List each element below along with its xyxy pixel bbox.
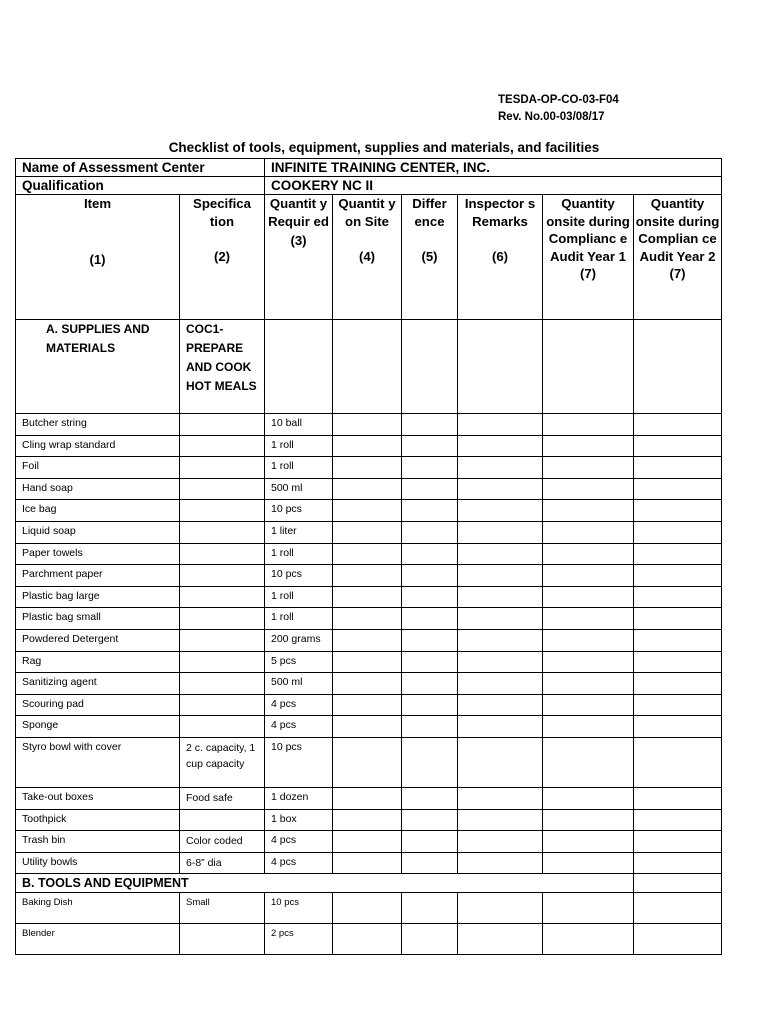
cell-spec: [180, 694, 265, 716]
cell-qty: 4 pcs: [265, 831, 333, 853]
cell-spec: [180, 435, 265, 457]
cell-empty: [634, 787, 722, 809]
cell-empty: [333, 893, 402, 924]
cell-empty: [543, 608, 634, 630]
table-row: [16, 521, 722, 543]
cell-qty: 10 ball: [265, 414, 333, 436]
cell-qty: 1 liter: [265, 521, 333, 543]
cell-empty: [333, 852, 402, 874]
cell-empty: [458, 893, 543, 924]
cell-qty: 500 ml: [265, 478, 333, 500]
cell-empty: [333, 716, 402, 738]
cell-empty: [402, 478, 458, 500]
cell-item: Blender: [16, 924, 180, 955]
table-row: [16, 586, 722, 608]
cell-empty: [402, 543, 458, 565]
table-row: [16, 651, 722, 673]
cell-empty: [543, 543, 634, 565]
cell-empty: [634, 893, 722, 924]
info-value: INFINITE TRAINING CENTER, INC.: [265, 159, 722, 177]
column-header: [634, 195, 722, 320]
table-row: [16, 500, 722, 522]
table-row: [16, 565, 722, 587]
column-header: [543, 195, 634, 320]
cell-empty: [402, 694, 458, 716]
cell-spec: 6-8” dia: [180, 852, 265, 874]
cell-empty: [543, 924, 634, 955]
cell-spec: [180, 673, 265, 695]
cell-empty: [458, 565, 543, 587]
cell-empty: [458, 629, 543, 651]
cell-empty: [634, 716, 722, 738]
section-a-row: [16, 320, 722, 414]
cell-empty: [634, 694, 722, 716]
table-row: [16, 694, 722, 716]
section-a-spec: COC1- PREPARE AND COOK HOT MEALS: [180, 320, 265, 414]
cell-empty: [458, 608, 543, 630]
cell-spec: [180, 924, 265, 955]
cell-empty: [402, 608, 458, 630]
info-value: COOKERY NC II: [265, 177, 722, 195]
cell-spec: [180, 651, 265, 673]
cell-qty: 4 pcs: [265, 694, 333, 716]
cell-qty: 10 pcs: [265, 737, 333, 787]
document-code: TESDA-OP-CO-03-F04: [498, 94, 619, 106]
cell-spec: 2 c. capacity, 1 cup capacity: [180, 737, 265, 787]
cell-spec: Color coded: [180, 831, 265, 853]
column-header-number: (6): [491, 249, 509, 264]
cell-empty: [402, 787, 458, 809]
cell-empty: [458, 809, 543, 831]
table-row: [16, 478, 722, 500]
cell-qty: 1 roll: [265, 435, 333, 457]
cell-item: Butcher string: [16, 414, 180, 436]
cell-empty: [634, 500, 722, 522]
cell-empty: [458, 716, 543, 738]
document-reference: [498, 92, 619, 126]
cell-item: Rag: [16, 651, 180, 673]
column-header: [402, 195, 458, 320]
cell-spec: [180, 565, 265, 587]
cell-spec: [180, 586, 265, 608]
cell-empty: [458, 831, 543, 853]
cell-empty: [543, 852, 634, 874]
cell-item: Sanitizing agent: [16, 673, 180, 695]
cell-empty: [402, 924, 458, 955]
section-b-row: [16, 874, 722, 893]
cell-empty: [543, 787, 634, 809]
cell-item: Foil: [16, 457, 180, 479]
cell-empty: [634, 737, 722, 787]
cell-empty: [543, 521, 634, 543]
cell-empty: [333, 673, 402, 695]
table-row: [16, 809, 722, 831]
document-revision: Rev. No.00-03/08/17: [498, 111, 605, 123]
cell-empty: [543, 673, 634, 695]
cell-empty: [402, 457, 458, 479]
cell-empty: [543, 435, 634, 457]
cell-empty: [333, 565, 402, 587]
info-label: Name of Assessment Center: [16, 159, 265, 177]
column-header-label: Inspector s Remarks: [464, 196, 536, 229]
table-row: [16, 435, 722, 457]
cell-qty: 2 pcs: [265, 924, 333, 955]
column-header-row: [16, 195, 722, 320]
cell-empty: [402, 809, 458, 831]
cell-empty: [634, 457, 722, 479]
cell-empty: [458, 586, 543, 608]
cell-empty: [543, 586, 634, 608]
column-header-number: (7): [579, 266, 597, 281]
cell-empty: [634, 543, 722, 565]
cell-spec: Small: [180, 893, 265, 924]
cell-empty: [333, 478, 402, 500]
cell-empty: [634, 586, 722, 608]
cell-empty: [543, 478, 634, 500]
cell-empty: [543, 694, 634, 716]
cell-empty: [458, 651, 543, 673]
cell-empty: [333, 543, 402, 565]
cell-empty: [543, 716, 634, 738]
column-header: [265, 195, 333, 320]
cell-empty: [634, 521, 722, 543]
cell-empty: [634, 809, 722, 831]
table-row: [16, 673, 722, 695]
column-header-label: Quantit y on Site: [338, 196, 396, 229]
column-header: [16, 195, 180, 320]
cell-qty: 1 box: [265, 809, 333, 831]
column-header-number: (2): [213, 249, 231, 264]
cell-spec: [180, 608, 265, 630]
cell-empty: [333, 809, 402, 831]
column-header-label: Specifica tion: [193, 196, 251, 229]
cell-qty: 1 roll: [265, 608, 333, 630]
column-header: [458, 195, 543, 320]
cell-empty: [333, 737, 402, 787]
cell-empty: [402, 586, 458, 608]
cell-item: Scouring pad: [16, 694, 180, 716]
cell-empty: [402, 565, 458, 587]
cell-qty: 10 pcs: [265, 500, 333, 522]
cell-spec: [180, 716, 265, 738]
info-row-center: [16, 159, 722, 177]
cell-empty: [634, 435, 722, 457]
cell-qty: 500 ml: [265, 673, 333, 695]
cell-empty: [333, 414, 402, 436]
cell-qty: 1 roll: [265, 586, 333, 608]
cell-spec: [180, 478, 265, 500]
cell-empty: [402, 629, 458, 651]
cell-empty: [333, 608, 402, 630]
cell-empty: [333, 457, 402, 479]
cell-empty: [402, 521, 458, 543]
cell-empty: [543, 893, 634, 924]
cell-empty: [458, 521, 543, 543]
column-header-number: (7): [669, 266, 686, 281]
cell-spec: [180, 629, 265, 651]
cell-qty: 1 roll: [265, 457, 333, 479]
cell-empty: [543, 737, 634, 787]
cell-empty: [634, 673, 722, 695]
cell-empty: [458, 737, 543, 787]
cell-empty: [402, 852, 458, 874]
cell-empty: [402, 831, 458, 853]
cell-item: Paper towels: [16, 543, 180, 565]
cell-item: Plastic bag small: [16, 608, 180, 630]
page-title: Checklist of tools, equipment, supplies and materials, and facilities: [168, 140, 600, 155]
cell-empty: [402, 673, 458, 695]
table-row: [16, 924, 722, 955]
cell-qty: 200 grams: [265, 629, 333, 651]
table-row: [16, 893, 722, 924]
cell-spec: [180, 414, 265, 436]
cell-empty: [543, 629, 634, 651]
cell-item: Trash bin: [16, 831, 180, 853]
cell-empty: [634, 565, 722, 587]
cell-item: Styro bowl with cover: [16, 737, 180, 787]
cell-empty: [543, 831, 634, 853]
cell-empty: [402, 737, 458, 787]
column-header-label: Item: [83, 196, 112, 211]
cell-item: Liquid soap: [16, 521, 180, 543]
column-header: [333, 195, 402, 320]
column-header: [180, 195, 265, 320]
cell-empty: [458, 457, 543, 479]
cell-qty: 4 pcs: [265, 716, 333, 738]
cell-empty: [333, 924, 402, 955]
cell-spec: Food safe: [180, 787, 265, 809]
cell-item: Hand soap: [16, 478, 180, 500]
table-row: [16, 457, 722, 479]
column-header-label: Quantit y Requir ed: [268, 196, 329, 229]
cell-item: Take-out boxes: [16, 787, 180, 809]
table-row: [16, 543, 722, 565]
cell-empty: [333, 694, 402, 716]
cell-item: Utility bowls: [16, 852, 180, 874]
cell-empty: [634, 608, 722, 630]
cell-item: Sponge: [16, 716, 180, 738]
checklist-table: [15, 158, 722, 955]
cell-empty: [634, 831, 722, 853]
column-header-label: Quantity onsite during Complianc e Audit Year 1: [546, 196, 630, 264]
table-row: [16, 737, 722, 787]
cell-empty: [402, 435, 458, 457]
cell-empty: [634, 924, 722, 955]
cell-qty: 1 dozen: [265, 787, 333, 809]
cell-empty: [543, 651, 634, 673]
table-row: [16, 629, 722, 651]
cell-item: Powdered Detergent: [16, 629, 180, 651]
cell-item: Plastic bag large: [16, 586, 180, 608]
cell-empty: [402, 893, 458, 924]
cell-spec: [180, 457, 265, 479]
cell-empty: [458, 478, 543, 500]
cell-empty: [543, 565, 634, 587]
table-row: [16, 414, 722, 436]
column-header-number: (4): [358, 249, 376, 264]
cell-empty: [402, 651, 458, 673]
cell-empty: [634, 414, 722, 436]
cell-empty: [634, 478, 722, 500]
table-row: [16, 831, 722, 853]
cell-empty: [402, 716, 458, 738]
cell-empty: [634, 852, 722, 874]
cell-item: Toothpick: [16, 809, 180, 831]
cell-empty: [634, 651, 722, 673]
cell-empty: [458, 694, 543, 716]
cell-empty: [402, 414, 458, 436]
cell-spec: [180, 521, 265, 543]
cell-empty: [543, 500, 634, 522]
cell-qty: 1 roll: [265, 543, 333, 565]
cell-empty: [333, 500, 402, 522]
section-b-label: B. TOOLS AND EQUIPMENT: [16, 874, 634, 893]
table-row: [16, 787, 722, 809]
cell-spec: [180, 500, 265, 522]
column-header-label: Quantity onsite during Complian ce Audit Year 2: [635, 196, 720, 264]
info-row-qualification: [16, 177, 722, 195]
column-header-number: (1): [89, 251, 106, 267]
column-header-number: (3): [290, 233, 307, 248]
cell-qty: 4 pcs: [265, 852, 333, 874]
table-row: [16, 608, 722, 630]
cell-empty: [634, 629, 722, 651]
cell-empty: [333, 521, 402, 543]
cell-empty: [333, 831, 402, 853]
cell-item: Ice bag: [16, 500, 180, 522]
info-label: Qualification: [16, 177, 265, 195]
cell-empty: [333, 435, 402, 457]
cell-empty: [458, 543, 543, 565]
cell-empty: [543, 414, 634, 436]
cell-qty: 10 pcs: [265, 565, 333, 587]
cell-empty: [543, 457, 634, 479]
cell-empty: [333, 629, 402, 651]
cell-empty: [458, 673, 543, 695]
cell-qty: 10 pcs: [265, 893, 333, 924]
cell-empty: [458, 435, 543, 457]
cell-empty: [458, 852, 543, 874]
cell-item: Baking Dish: [16, 893, 180, 924]
cell-spec: [180, 809, 265, 831]
section-a-label: A. SUPPLIES AND MATERIALS: [16, 320, 180, 414]
cell-empty: [543, 809, 634, 831]
cell-item: Parchment paper: [16, 565, 180, 587]
cell-empty: [333, 787, 402, 809]
cell-empty: [634, 874, 722, 893]
table-row: [16, 852, 722, 874]
cell-empty: [402, 500, 458, 522]
cell-empty: [458, 414, 543, 436]
cell-empty: [458, 500, 543, 522]
column-header-label: Differ ence: [412, 196, 447, 229]
cell-empty: [333, 651, 402, 673]
cell-empty: [458, 924, 543, 955]
cell-qty: 5 pcs: [265, 651, 333, 673]
cell-empty: [333, 586, 402, 608]
cell-empty: [458, 787, 543, 809]
table-row: [16, 716, 722, 738]
cell-spec: [180, 543, 265, 565]
cell-item: Cling wrap standard: [16, 435, 180, 457]
column-header-number: (5): [421, 249, 438, 264]
